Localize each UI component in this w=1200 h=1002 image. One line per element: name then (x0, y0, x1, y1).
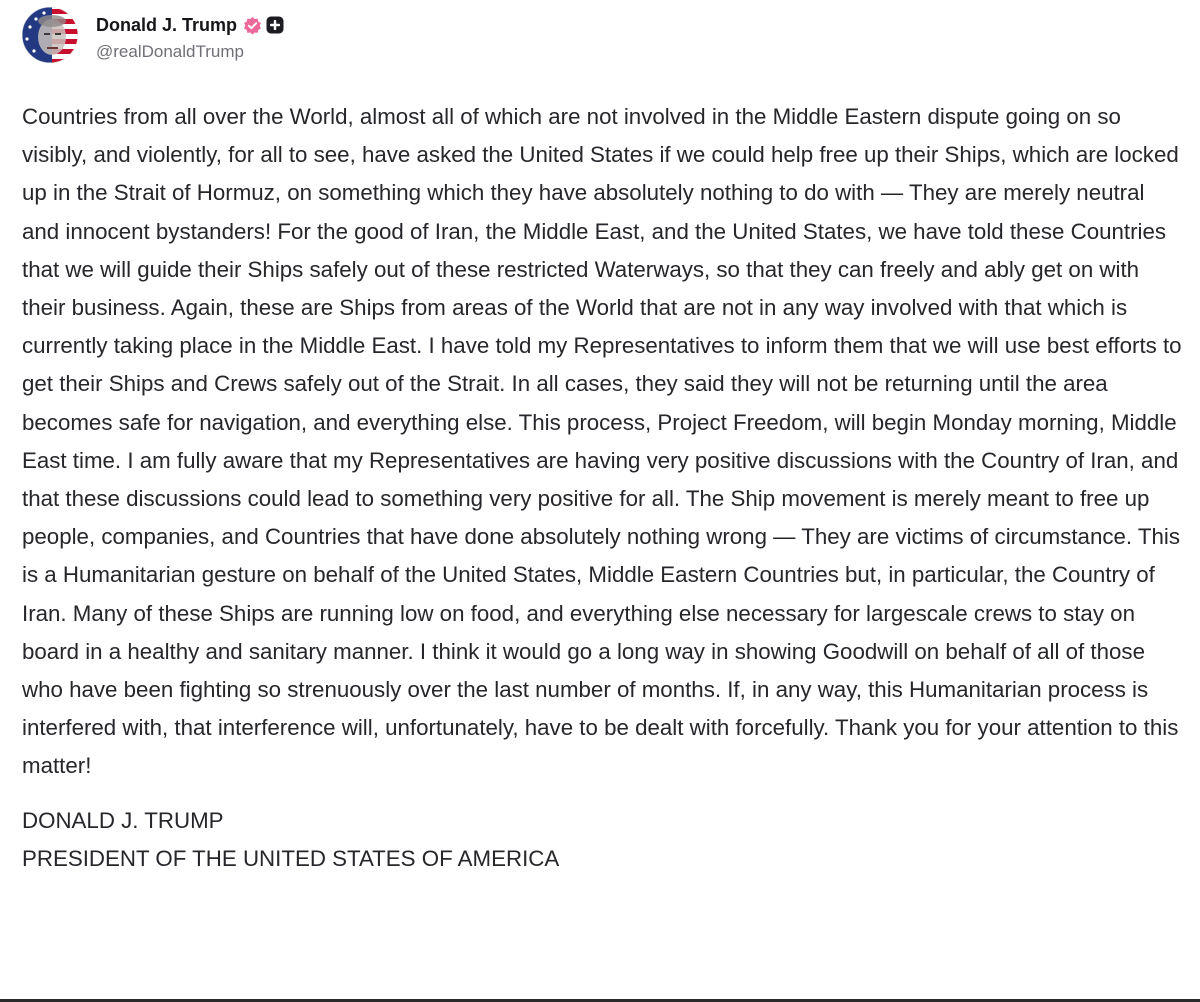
post-content (22, 98, 1182, 878)
author-name-row (96, 13, 284, 37)
plus-box-icon[interactable] (266, 16, 284, 34)
post-header (22, 7, 722, 69)
avatar-flag-portrait-icon (22, 7, 78, 63)
post-body: Countries from all over the World, almost all of which are not involved in the Middle Eastern dispute going on so visibly, and violently, for all to see, have asked the United States if we could help free up their Ships, which are locked up in the Strait of Hormuz, on something which they have absolutely nothing to do with — They are merely neutral and innocent bystanders! For the good of Iran, the Middle East, and the United States, we have told these Countries that we will guide their Ships safely out of these restricted Waterways, so that they can freely and ably get on with their business. Again, these are Ships from areas of the World that are not in any way involved with that which is currently taking place in the Middle East. I have told my Representatives to inform them that we will use best efforts to get their Ships and Crews safely out of the Strait. In all cases, they said they will not be returning until the area becomes safe for navigation, and everything else. This process, Project Freedom, will begin Monday morning, Middle East time. I am fully aware that my Representatives are having very positive discussions with the Country of Iran, and that these discussions could lead to something very positive for all. The Ship movement is merely meant to free up people, companies, and Countries that have done absolutely nothing wrong — They are victims of circumstance. This is a Humanitarian gesture on behalf of the United States, Middle Eastern Countries but, in particular, the Country of Iran. Many of these Ships are running low on food, and everything else necessary for largescale crews to stay on board in a healthy and sanitary manner. I think it would go a long way in showing Goodwill on behalf of all of those who have been fighting so strenuously over the last number of months. If, in any way, this Humanitarian process is interfered with, that interference will, unfortunately, have to be dealt with forcefully. Thank you for your attention to this matter! (22, 104, 1182, 779)
post-signature: DONALD J. TRUMP PRESIDENT OF THE UNITED STATES OF AMERICA (22, 807, 560, 871)
author-identity (96, 13, 284, 62)
author-display-name[interactable]: Donald J. Trump (96, 14, 238, 35)
avatar[interactable] (22, 7, 78, 63)
author-handle[interactable]: @realDonaldTrump (96, 42, 244, 61)
verified-badge-icon (243, 16, 262, 35)
